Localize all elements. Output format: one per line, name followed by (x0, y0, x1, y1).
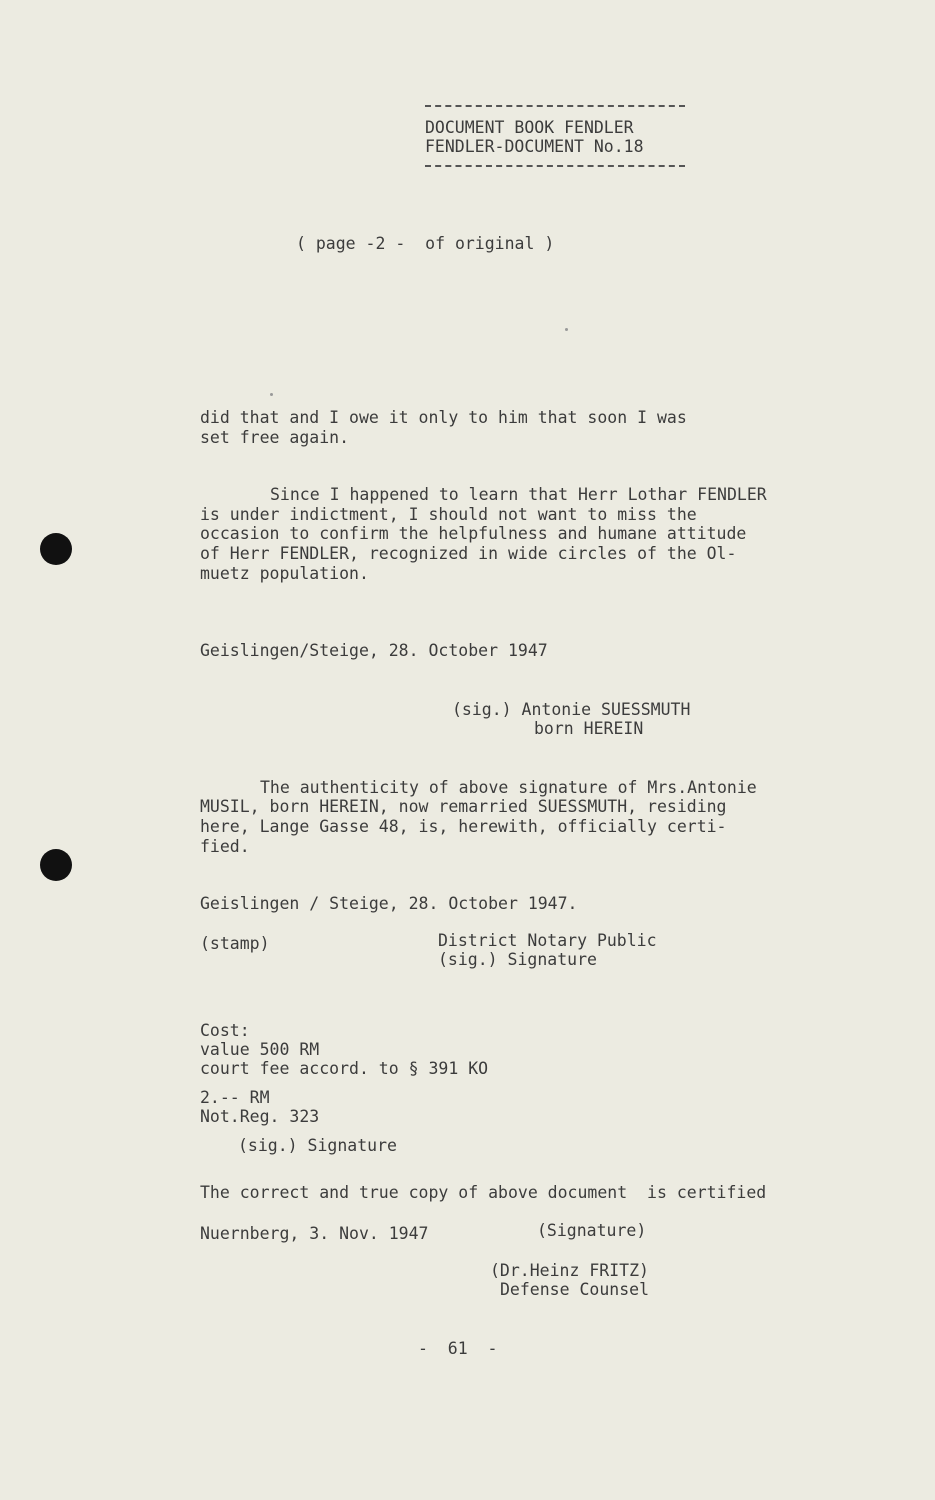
place-date-3: Nuernberg, 3. Nov. 1947 (200, 1224, 429, 1243)
paragraph-2-line: is under indictment, I should not want to miss the (200, 505, 697, 524)
page-reference: ( page -2 - of original ) (296, 234, 555, 253)
place-date-1: Geislingen/Steige, 28. October 1947 (200, 641, 548, 660)
cost-register: Not.Reg. 323 (200, 1107, 320, 1126)
punch-hole-bottom (40, 849, 72, 881)
paragraph-2-line: of Herr FENDLER, recognized in wide circles of the Ol- (200, 544, 737, 563)
notary-signature: (sig.) Signature (438, 950, 597, 969)
paper-speck (565, 328, 568, 331)
paragraph-2-line: Since I happened to learn that Herr Lothar FENDLER (270, 485, 767, 504)
place-date-2: Geislingen / Steige, 28. October 1947. (200, 894, 578, 913)
paragraph-3-line: here, Lange Gasse 48, is, herewith, officially certi- (200, 817, 727, 836)
header-rule-bottom (425, 165, 685, 167)
paragraph-2-line: muetz population. (200, 564, 369, 583)
cost-amount: 2.-- RM (200, 1088, 270, 1107)
certification-line: The correct and true copy of above document is certified (200, 1183, 767, 1202)
page-number: - 61 - (418, 1339, 498, 1358)
cost-court-fee: court fee accord. to § 391 KO (200, 1059, 489, 1078)
header-rule-top (425, 105, 685, 107)
stamp-label: (stamp) (200, 934, 270, 953)
notary-title: District Notary Public (438, 931, 657, 950)
punch-hole-top (40, 533, 72, 565)
signature-antonie: (sig.) Antonie SUESSMUTH (452, 700, 691, 719)
cost-heading: Cost: (200, 1021, 250, 1040)
paragraph-3-line: The authenticity of above signature of Mrs.Antonie (260, 778, 757, 797)
paragraph-2-line: occasion to confirm the helpfulness and humane attitude (200, 524, 747, 543)
document-number: FENDLER-DOCUMENT No.18 (425, 137, 644, 156)
document-book-title: DOCUMENT BOOK FENDLER (425, 118, 634, 137)
paragraph-3-line: fied. (200, 837, 250, 856)
cost-value: value 500 RM (200, 1040, 320, 1059)
signature-nuernberg: (Signature) (537, 1221, 647, 1240)
paragraph-3-line: MUSIL, born HEREIN, now remarried SUESSMUTH, residing (200, 797, 727, 816)
counsel-title: Defense Counsel (500, 1280, 650, 1299)
signature-born: born HEREIN (534, 719, 644, 738)
cost-signature: (sig.) Signature (238, 1136, 397, 1155)
paper-speck (270, 393, 273, 396)
counsel-name: (Dr.Heinz FRITZ) (490, 1261, 649, 1280)
paragraph-1-line: did that and I owe it only to him that soon I was (200, 408, 687, 427)
paragraph-1-line: set free again. (200, 428, 350, 447)
